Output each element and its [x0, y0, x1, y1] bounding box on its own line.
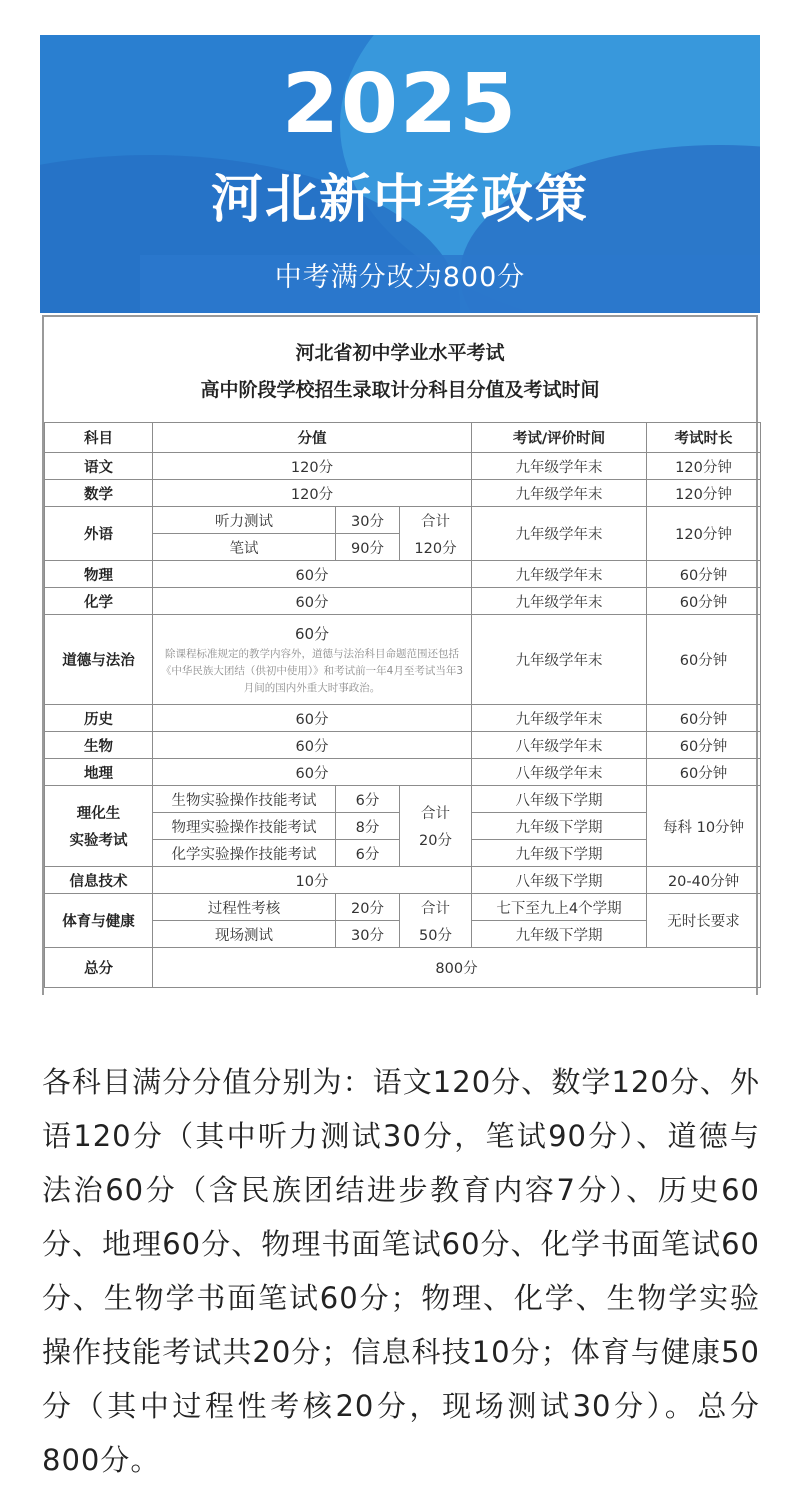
part-name-cell: 笔试 [153, 534, 336, 561]
table-row [45, 705, 761, 732]
part-score-cell: 30分 [336, 921, 400, 948]
subject-cell: 物理 [45, 561, 153, 588]
table-row [45, 480, 761, 507]
duration-cell: 60分钟 [647, 561, 761, 588]
time-cell: 九年级学年末 [472, 561, 647, 588]
subject-cell: 地理 [45, 759, 153, 786]
subject-cell: 道德与法治 [45, 615, 153, 705]
duration-cell: 120分钟 [647, 453, 761, 480]
subject-cell: 信息技术 [45, 867, 153, 894]
part-score-cell: 6分 [336, 840, 400, 867]
table-row [45, 453, 761, 480]
summary-paragraph: 各科目满分分值分别为：语文120分、数学120分、外语120分（其中听力测试30分，笔试90分）、道德与法治60分（含民族团结进步教育内容7分）、历史60分、地理60分、物理书面笔试60分、化学书面笔试60分、生物学书面笔试60分；物理、化学、生物学实验操作技能考试共20分；信息科技10分；体育与健康50分（其中过程性考核20分，现场测试30分）。总分800分。 [42, 1065, 760, 1477]
table-row [45, 561, 761, 588]
total-cell [400, 894, 472, 948]
duration-cell: 20-40分钟 [647, 867, 761, 894]
part-name-cell: 现场测试 [153, 921, 336, 948]
time-cell: 九年级学年末 [472, 507, 647, 561]
part-name-cell: 生物实验操作技能考试 [153, 786, 336, 813]
score-cell [153, 615, 472, 705]
time-cell: 九年级学年末 [472, 588, 647, 615]
duration-cell: 120分钟 [647, 480, 761, 507]
score-table [44, 422, 761, 988]
banner-title: 河北新中考政策 [210, 170, 589, 230]
score-note: 除课程标准规定的教学内容外，道德与法治科目命题范围还包括《中华民族大团结（供初中使用）》和考试前一年4月至考试当年3月间的国内外重大时事政治。 [160, 647, 464, 694]
header-time: 考试/评价时间 [472, 423, 647, 453]
score-cell: 60分 [153, 588, 472, 615]
score-cell: 60分 [153, 561, 472, 588]
total-row [45, 948, 761, 988]
header-duration: 考试时长 [647, 423, 761, 453]
score-cell: 10分 [153, 867, 472, 894]
total-value: 120分 [414, 540, 457, 557]
subject-cell: 数学 [45, 480, 153, 507]
header-score: 分值 [153, 423, 472, 453]
table-header-row [45, 423, 761, 453]
time-cell: 九年级下学期 [472, 921, 647, 948]
time-cell: 九年级下学期 [472, 840, 647, 867]
score-value: 60分 [294, 624, 330, 643]
total-label: 合计 [421, 806, 450, 822]
part-name-cell: 听力测试 [153, 507, 336, 534]
total-cell [400, 786, 472, 867]
part-name-cell: 物理实验操作技能考试 [153, 813, 336, 840]
subject-cell: 生物 [45, 732, 153, 759]
time-cell: 七下至九上4个学期 [472, 894, 647, 921]
time-cell: 八年级学年末 [472, 759, 647, 786]
document-heading [44, 317, 756, 422]
table-row [45, 867, 761, 894]
duration-cell: 60分钟 [647, 732, 761, 759]
score-cell: 60分 [153, 759, 472, 786]
banner-year: 2025 [281, 57, 519, 152]
total-cell [400, 507, 472, 561]
part-score-cell: 8分 [336, 813, 400, 840]
subject-cell: 外语 [45, 507, 153, 561]
table-row [45, 507, 761, 534]
duration-cell: 每科 10分钟 [647, 786, 761, 867]
total-value: 50分 [419, 927, 452, 944]
part-score-cell: 6分 [336, 786, 400, 813]
subject-line2: 实验考试 [69, 833, 128, 849]
subject-line1: 理化生 [76, 806, 121, 822]
duration-cell: 60分钟 [647, 615, 761, 705]
subject-cell: 历史 [45, 705, 153, 732]
table-row [45, 894, 761, 921]
header-subject: 科目 [45, 423, 153, 453]
part-name-cell: 化学实验操作技能考试 [153, 840, 336, 867]
document-title-line2: 高中阶段学校招生录取计分科目分值及考试时间 [200, 378, 600, 401]
score-cell: 60分 [153, 705, 472, 732]
banner-subtitle: 中考满分改为800分 [274, 262, 526, 293]
time-cell: 九年级学年末 [472, 453, 647, 480]
score-cell: 120分 [153, 453, 472, 480]
table-row [45, 615, 761, 705]
policy-banner [40, 35, 760, 313]
score-cell: 120分 [153, 480, 472, 507]
time-cell: 九年级下学期 [472, 813, 647, 840]
table-row [45, 732, 761, 759]
total-value: 20分 [419, 833, 452, 849]
duration-cell: 120分钟 [647, 507, 761, 561]
score-cell: 60分 [153, 732, 472, 759]
duration-cell: 60分钟 [647, 759, 761, 786]
total-label: 合计 [421, 900, 450, 917]
total-label: 合计 [421, 513, 450, 530]
part-score-cell: 90分 [336, 534, 400, 561]
table-row [45, 759, 761, 786]
subject-cell [45, 786, 153, 867]
duration-cell: 无时长要求 [647, 894, 761, 948]
document-title-line1: 河北省初中学业水平考试 [295, 341, 505, 364]
part-score-cell: 20分 [336, 894, 400, 921]
subject-cell: 体育与健康 [45, 894, 153, 948]
duration-cell: 60分钟 [647, 705, 761, 732]
table-row [45, 786, 761, 813]
score-table-document [42, 315, 758, 995]
part-score-cell: 30分 [336, 507, 400, 534]
total-score-cell: 800分 [153, 948, 761, 988]
table-row [45, 588, 761, 615]
part-name-cell: 过程性考核 [153, 894, 336, 921]
time-cell: 九年级学年末 [472, 615, 647, 705]
time-cell: 九年级学年末 [472, 480, 647, 507]
time-cell: 八年级下学期 [472, 786, 647, 813]
subject-cell: 总分 [45, 948, 153, 988]
time-cell: 九年级学年末 [472, 705, 647, 732]
time-cell: 八年级下学期 [472, 867, 647, 894]
duration-cell: 60分钟 [647, 588, 761, 615]
subject-cell: 语文 [45, 453, 153, 480]
subject-cell: 化学 [45, 588, 153, 615]
time-cell: 八年级学年末 [472, 732, 647, 759]
